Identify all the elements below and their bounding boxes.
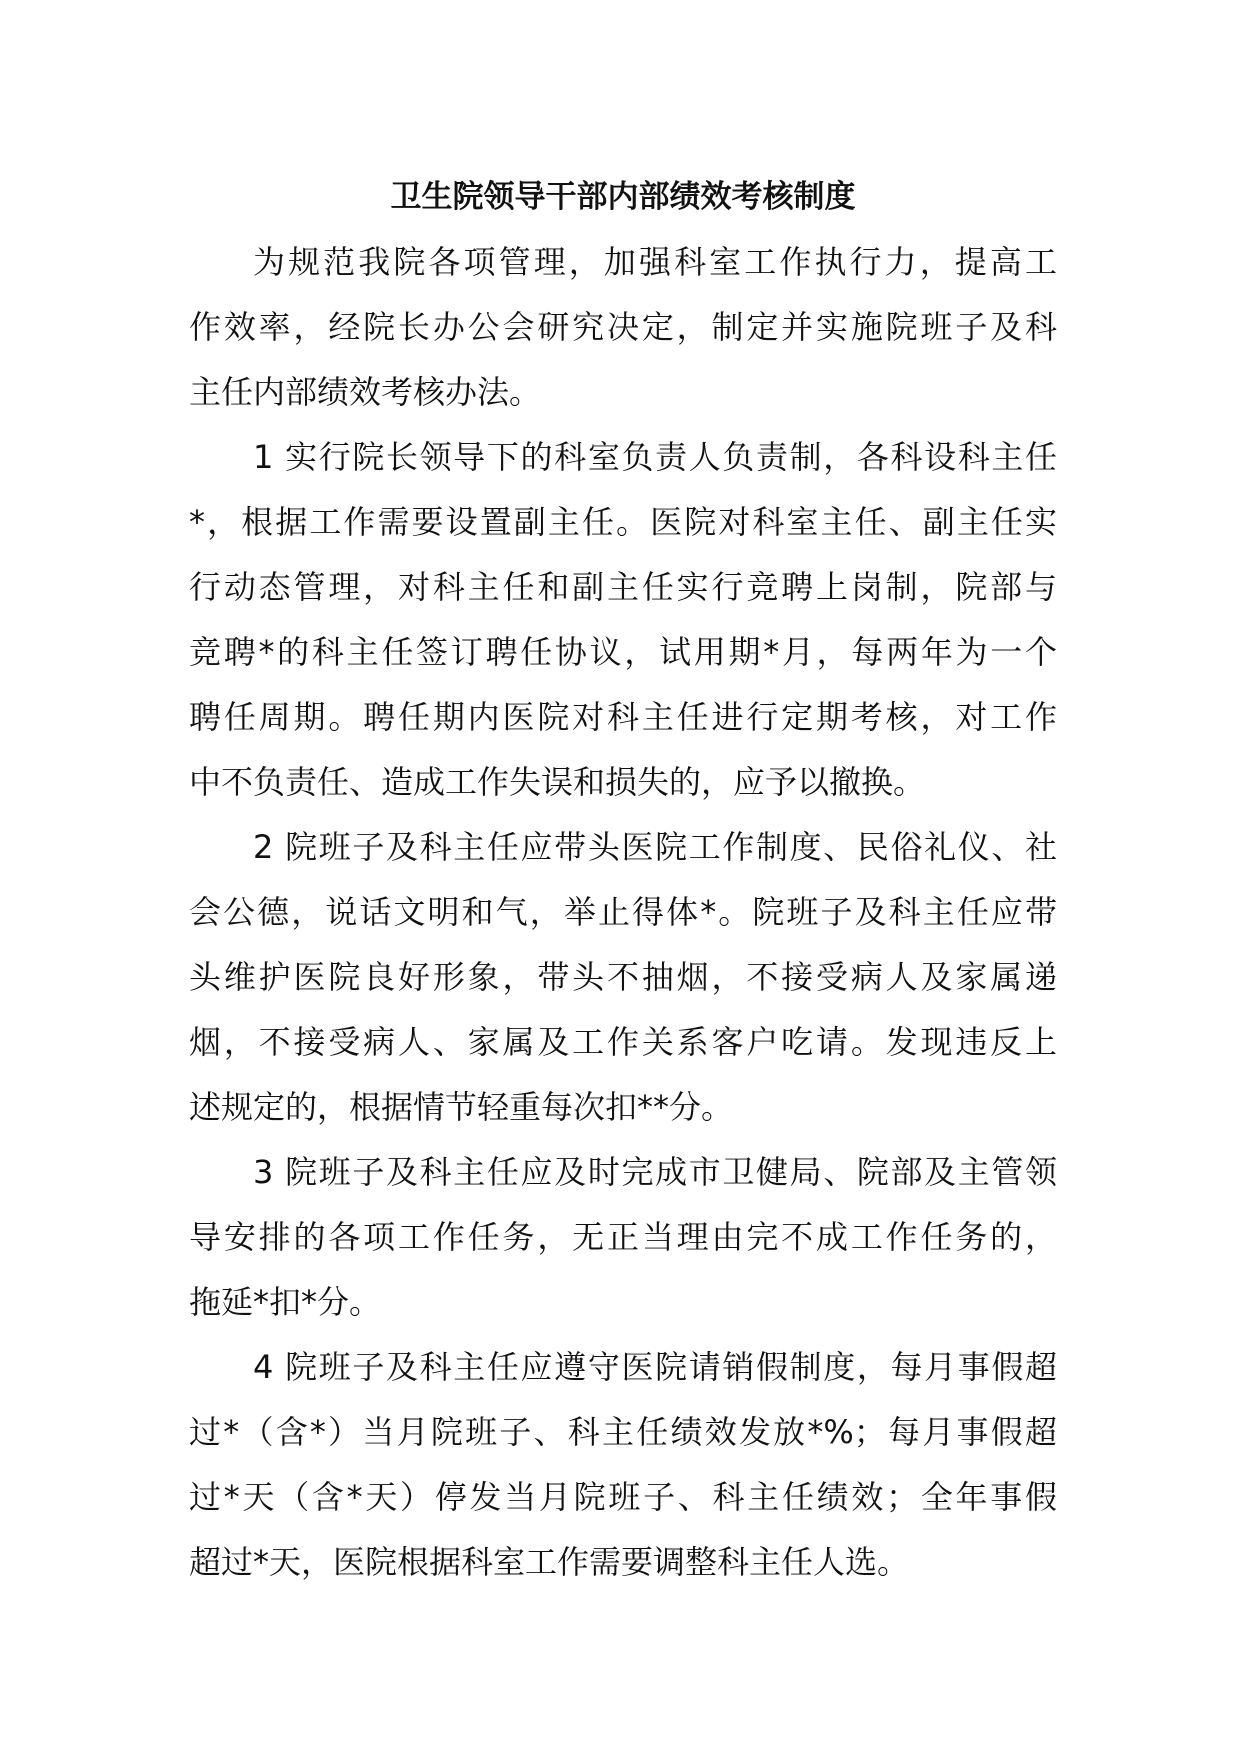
text-line: 4 院班子及科主任应遵守医院请销假制度，每月事假超: [253, 1348, 1057, 1386]
document-body: [189, 230, 1057, 1595]
paragraph-4: [189, 1140, 1057, 1335]
text-line: 超过*天，医院根据科室工作需要调整科主任人选。: [189, 1543, 910, 1581]
text-line: 2 院班子及科主任应带头医院工作制度、民俗礼仪、社: [253, 828, 1057, 866]
text-line: 竞聘*的科主任签订聘任协议，试用期*月，每两年为一个: [189, 633, 1057, 671]
paragraph-2: [189, 425, 1057, 815]
text-line: 述规定的，根据情节轻重每次扣**分。: [189, 1088, 734, 1126]
text-line: 聘任周期。聘任期内医院对科主任进行定期考核，对工作: [189, 698, 1057, 736]
text-line: 头维护医院良好形象，带头不抽烟，不接受病人及家属递: [189, 958, 1057, 996]
text-line: 行动态管理，对科主任和副主任实行竞聘上岗制，院部与: [189, 568, 1057, 606]
paragraph-3: [189, 815, 1057, 1140]
text-line: 过*（含*）当月院班子、科主任绩效发放*%；每月事假超: [189, 1413, 1057, 1451]
paragraph-1: [189, 230, 1057, 425]
text-line: 拖延*扣*分。: [189, 1283, 382, 1321]
text-line: 为规范我院各项管理，加强科室工作执行力，提高工: [253, 243, 1057, 281]
text-line: 1 实行院长领导下的科室负责人负责制，各科设科主任: [253, 438, 1057, 476]
text-line: 导安排的各项工作任务，无正当理由完不成工作任务的，: [189, 1218, 1057, 1256]
text-line: 中不负责任、造成工作失误和损失的，应予以撤换。: [189, 763, 926, 801]
text-line: *，根据工作需要设置副主任。医院对科室主任、副主任实: [189, 503, 1057, 541]
document-title: 卫生院领导干部内部绩效考核制度: [390, 179, 856, 215]
text-line: 3 院班子及科主任应及时完成市卫健局、院部及主管领: [253, 1153, 1057, 1191]
text-line: 主任内部绩效考核办法。: [189, 373, 542, 411]
paragraph-5: [189, 1335, 1057, 1595]
text-line: 烟，不接受病人、家属及工作关系客户吃请。发现违反上: [189, 1023, 1057, 1061]
text-line: 作效率，经院长办公会研究决定，制定并实施院班子及科: [189, 308, 1057, 346]
document-page: [189, 172, 1057, 1595]
text-line: 过*天（含*天）停发当月院班子、科主任绩效；全年事假: [189, 1478, 1057, 1516]
text-line: 会公德，说话文明和气，举止得体*。院班子及科主任应带: [189, 893, 1057, 931]
